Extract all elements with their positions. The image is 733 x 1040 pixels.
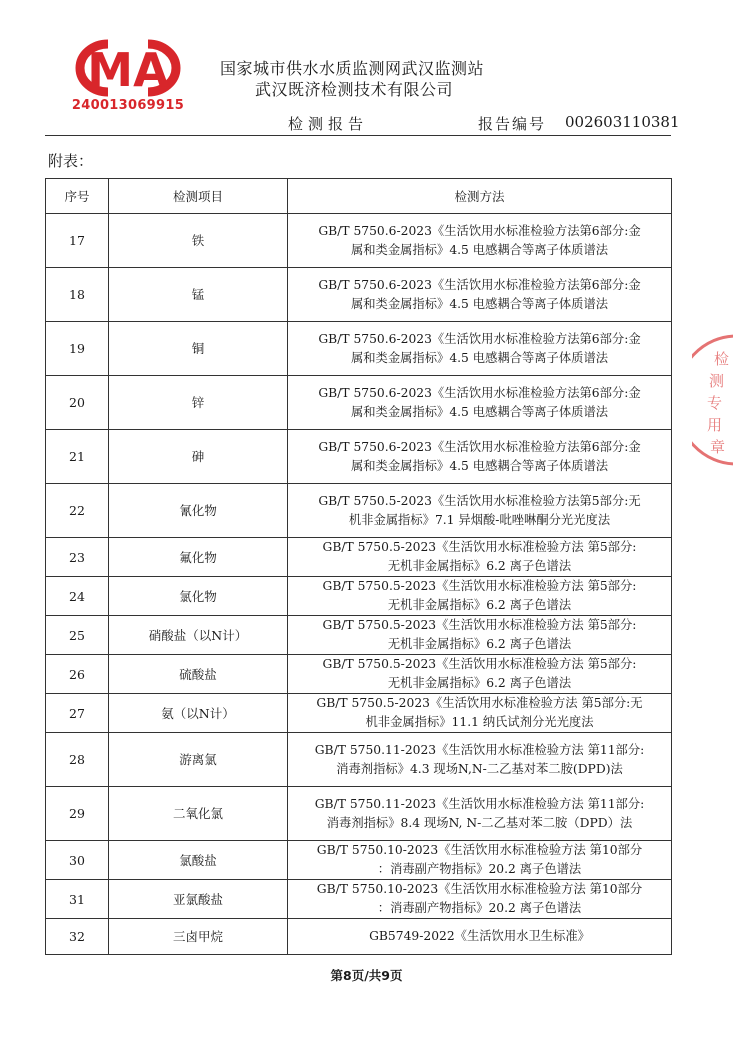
method-line1: GB/T 5750.6-2023《生活饮用水标准检验方法第6部分:金 [318,331,641,346]
table-row [46,733,672,787]
table-row [46,880,672,919]
method-line2: 属和类金属指标》4.5 电感耦合等离子体质谱法 [350,242,609,257]
row-method [288,880,672,919]
method-line1: GB/T 5750.10-2023《生活饮用水标准检验方法 第10部分 [316,843,643,857]
method-line2: 无机非金属指标》6.2 离子色谱法 [387,598,572,612]
method-line1: GB/T 5750.11-2023《生活饮用水标准检验方法 第11部分: [314,742,645,757]
row-number: 22 [46,484,109,538]
row-number: 19 [46,322,109,376]
row-number: 27 [46,694,109,733]
method-line1: GB/T 5750.5-2023《生活饮用水标准检验方法 第5部分: [322,540,637,554]
header-item: 检测项目 [109,179,288,214]
table-row [46,376,672,430]
method-line2: 属和类金属指标》4.5 电感耦合等离子体质谱法 [350,404,609,419]
row-method [288,376,672,430]
row-method [288,841,672,880]
row-item: 亚氯酸盐 [109,880,288,919]
row-item: 铜 [109,322,288,376]
row-method [288,322,672,376]
row-item: 氰化物 [109,484,288,538]
org-name-line1: 国家城市供水水质监测网武汉监测站 [220,59,485,78]
svg-text:检: 检 [714,350,730,368]
table-row [46,694,672,733]
row-item: 锌 [109,376,288,430]
method-line1: GB/T 5750.6-2023《生活饮用水标准检验方法第6部分:金 [318,385,641,400]
table-row [46,655,672,694]
row-item: 硝酸盐（以N计） [109,616,288,655]
method-table [45,178,672,955]
method-line1: GB/T 5750.11-2023《生活饮用水标准检验方法 第11部分: [314,796,645,811]
table-row [46,268,672,322]
row-number: 26 [46,655,109,694]
cma-logo [68,36,188,118]
svg-text:专: 专 [707,394,723,412]
logo-letters: MA [87,43,169,97]
row-number: 17 [46,214,109,268]
table-row [46,787,672,841]
method-line2: 机非金属指标》11.1 纳氏试剂分光光度法 [365,715,594,729]
row-item: 铁 [109,214,288,268]
seal-stamp-icon [692,330,733,470]
method-line1: GB/T 5750.5-2023《生活饮用水标准检验方法 第5部分: [322,579,637,593]
header-method: 检测方法 [288,179,672,214]
method-line2: 机非金属指标》7.1 异烟酸-吡唑啉酮分光光度法 [348,512,611,527]
table-row [46,577,672,616]
row-number: 23 [46,538,109,577]
row-number: 18 [46,268,109,322]
method-line1: GB/T 5750.5-2023《生活饮用水标准检验方法 第5部分: [322,618,637,632]
row-number: 31 [46,880,109,919]
row-method [288,577,672,616]
row-method [288,616,672,655]
method-line2: 属和类金属指标》4.5 电感耦合等离子体质谱法 [350,458,609,473]
method-line1: GB5749-2022《生活饮用水卫生标准》 [369,929,590,943]
header-divider [45,135,671,136]
method-line2: 无机非金属指标》6.2 离子色谱法 [387,676,572,690]
table-row [46,322,672,376]
table-row [46,484,672,538]
row-item: 硫酸盐 [109,655,288,694]
method-line1: GB/T 5750.5-2023《生活饮用水标准检验方法 第5部分:无 [316,696,643,710]
method-line1: GB/T 5750.5-2023《生活饮用水标准检验方法 第5部分: [322,657,637,671]
row-number: 20 [46,376,109,430]
method-line2: ：消毒副产物指标》20.2 离子色谱法 [377,862,582,876]
row-method [288,787,672,841]
row-method [288,538,672,577]
svg-text:用: 用 [707,416,723,434]
row-method [288,430,672,484]
table-row [46,919,672,955]
table-row [46,616,672,655]
page-footer: 第8页/共9页 [330,968,403,983]
table-header-row [46,179,672,214]
row-number: 25 [46,616,109,655]
method-line2: ：消毒副产物指标》20.2 离子色谱法 [377,901,582,915]
row-item: 锰 [109,268,288,322]
method-line2: 无机非金属指标》6.2 离子色谱法 [387,559,572,573]
row-item: 氨（以N计） [109,694,288,733]
table-row [46,538,672,577]
row-number: 28 [46,733,109,787]
row-item: 氯酸盐 [109,841,288,880]
row-item: 氯化物 [109,577,288,616]
method-line2: 属和类金属指标》4.5 电感耦合等离子体质谱法 [350,296,609,311]
row-method [288,214,672,268]
method-line2: 无机非金属指标》6.2 离子色谱法 [387,637,572,651]
row-method [288,268,672,322]
method-line1: GB/T 5750.6-2023《生活饮用水标准检验方法第6部分:金 [318,223,641,238]
method-line2: 消毒剂指标》4.3 现场N,N-二乙基对苯二胺(DPD)法 [336,761,623,776]
table-row [46,214,672,268]
org-name-line2: 武汉既济检测技术有限公司 [255,80,454,99]
row-item: 氟化物 [109,538,288,577]
annex-label: 附表： [48,152,94,170]
row-method [288,733,672,787]
method-line1: GB/T 5750.6-2023《生活饮用水标准检验方法第6部分:金 [318,439,641,454]
row-number: 30 [46,841,109,880]
header-no: 序号 [46,179,109,214]
row-item: 砷 [109,430,288,484]
document-title: 检测报告 [288,115,369,133]
row-item: 游离氯 [109,733,288,787]
row-number: 21 [46,430,109,484]
report-number: 002603110381 [565,113,680,131]
inspection-seal [692,330,733,470]
row-method [288,694,672,733]
row-method [288,655,672,694]
row-number: 29 [46,787,109,841]
row-method [288,919,672,955]
logo-number: 240013069915 [71,98,185,113]
method-line2: 属和类金属指标》4.5 电感耦合等离子体质谱法 [350,350,609,365]
row-number: 24 [46,577,109,616]
table-row [46,430,672,484]
cma-logo-icon [68,36,188,98]
svg-text:章: 章 [710,438,726,456]
method-line1: GB/T 5750.6-2023《生活饮用水标准检验方法第6部分:金 [318,277,641,292]
row-item: 三卤甲烷 [109,919,288,955]
svg-text:测: 测 [709,372,725,390]
report-number-label: 报告编号 [478,115,547,133]
row-method [288,484,672,538]
method-line1: GB/T 5750.5-2023《生活饮用水标准检验方法第5部分:无 [318,493,641,508]
row-number: 32 [46,919,109,955]
table-row [46,841,672,880]
row-item: 二氧化氯 [109,787,288,841]
method-line2: 消毒剂指标》8.4 现场N, N-二乙基对苯二胺（DPD）法 [326,815,633,830]
method-line1: GB/T 5750.10-2023《生活饮用水标准检验方法 第10部分 [316,882,643,896]
